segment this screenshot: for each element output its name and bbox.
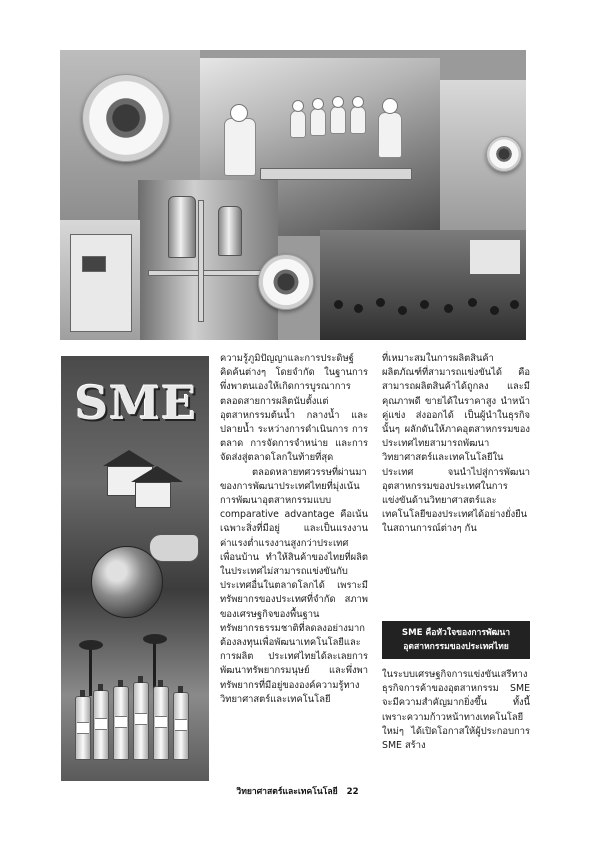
house-roof: [103, 450, 155, 466]
pipe: [148, 270, 270, 276]
hand-icon: [149, 534, 199, 562]
steel-tank: [218, 206, 242, 256]
page-number: 22: [346, 787, 359, 797]
decorative-disc: [486, 136, 522, 172]
worker-head: [332, 96, 344, 108]
worker-figure: [350, 106, 366, 134]
magazine-title: วิทยาศาสตร์และเทคโนโลยี: [236, 787, 338, 797]
product-bottle: [173, 692, 189, 760]
house-roof: [131, 466, 183, 482]
product-bottle: [133, 682, 149, 760]
decorative-disc: [258, 254, 314, 310]
sme-illustration: [61, 356, 209, 781]
palm-tree-icon: [89, 646, 92, 696]
photo-collage: [60, 50, 526, 340]
seminar-audience-photo: [320, 230, 526, 340]
article-paragraph: ตลอดหลายทศวรรษที่ผ่านมาของการพัฒนาประเทศไทยที่มุ่งเน้นการพัฒนาอุตสาหกรรมแบบ comparative advantage คือเน้นเฉพาะสิ่งที่มีอยู่ และเป็นแรงงานค่าแรงต่ำแรงงานสูงกว่าประเทศเพื่อนบ้าน ทำให้สินค้าของไทยที่ผลิตในประเทศไม่สามารถแข่งขันกับประเทศอื่นในตลาดโลกได้ เพราะมีทรัพยากรของประเทศที่จำกัด สภาพของเศรษฐกิจของพื้นฐานทรัพยากรธรรมชาติที่ลดลงอย่างมาก ต้องลงทุนเพื่อพัฒนาเทคโนโลยีและการผลิต ประเทศไทยได้ละเลยการพัฒนาทรัพยากรมนุษย์ และพึ่งพาทรัพยากรที่มีอยู่ขององค์ความรู้ทางวิทยาศาสตร์และเทคโนโลยี: [220, 466, 368, 705]
worker-figure: [290, 110, 306, 138]
control-panel-photo: [60, 220, 140, 340]
article-column-right-continued: [382, 668, 530, 753]
product-bottle: [75, 696, 91, 760]
article-paragraph: ในระบบเศรษฐกิจการแข่งขันเสรีทางธุรกิจการค้าของอุตสาหกรรม SME จะมีความสำคัญมากยิ่งขึ้น ทั้งนี้เพราะความก้าวหน้าทางเทคโนโลยีใหม่ๆ ได้เปิดโอกาสให้ผู้ประกอบการ SME สร้าง: [382, 669, 530, 752]
worker-figure: [378, 112, 402, 158]
processing-tanks-photo: [138, 180, 278, 340]
article-column-right: [382, 352, 530, 537]
product-bottle: [93, 690, 109, 760]
product-bottle: [113, 686, 129, 760]
sme-art-label: SME: [75, 376, 198, 430]
pipe: [198, 200, 204, 322]
steel-tank: [168, 196, 196, 258]
worker-head: [292, 100, 304, 112]
article-column-middle: [220, 352, 368, 707]
monitor: [82, 256, 106, 272]
worker-figure: [330, 106, 346, 134]
conveyor-table: [260, 168, 412, 180]
worker-head: [352, 96, 364, 108]
decorative-disc: [82, 74, 170, 162]
product-bottle: [153, 686, 169, 760]
projection-screen: [470, 240, 520, 274]
section-heading: SME คือหัวใจของการพัฒนาอุตสาหกรรมของประเทศไทย: [382, 621, 530, 659]
worker-head: [312, 98, 324, 110]
worker-head: [230, 104, 248, 122]
article-paragraph: ความรู้ภูมิปัญญาและการประดิษฐ์คิดค้นต่างๆ โดยจำกัด ในฐานการพึ่งพาตนเองให้เกิดการบูรณาการตลอดสายการผลิตนับตั้งแต่อุตสาหกรรมต้นน้ำ กลางน้ำ และปลายน้ำ ระหว่างการดำเนินการ การตลาด การจัดการจำหน่าย และการจัดส่งสู่ตลาดโลกในท้ายที่สุด: [220, 353, 368, 464]
worker-figure: [224, 118, 256, 176]
worker-head: [382, 98, 398, 114]
page-footer: [0, 784, 595, 798]
article-paragraph: ที่เหมาะสมในการผลิตสินค้า ผลิตภัณฑ์ที่สามารถแข่งขันได้ คือสามารถผลิตสินค้าได้ถูกลง และมีคุณภาพดี ขายได้ในราคาสูง นำหน้าคู่แข่ง ส่งออกได้ เป็นผู้นำในธุรกิจนั้นๆ ผลักดันให้ภาคอุตสาหกรรมของประเทศไทยสามารถพัฒนาวิทยาศาสตร์และเทคโนโลยีในประเทศ จนนำไปสู่การพัฒนาอุตสาหกรรมของประเทศในการแข่งขันด้านวิทยาศาสตร์และเทคโนโลยีของประเทศได้อย่างยั่งยืนในสถานการณ์ต่างๆ กัน: [382, 353, 530, 535]
control-cabinet: [70, 234, 132, 332]
factory-house-icon: [135, 482, 171, 508]
worker-figure: [310, 108, 326, 136]
